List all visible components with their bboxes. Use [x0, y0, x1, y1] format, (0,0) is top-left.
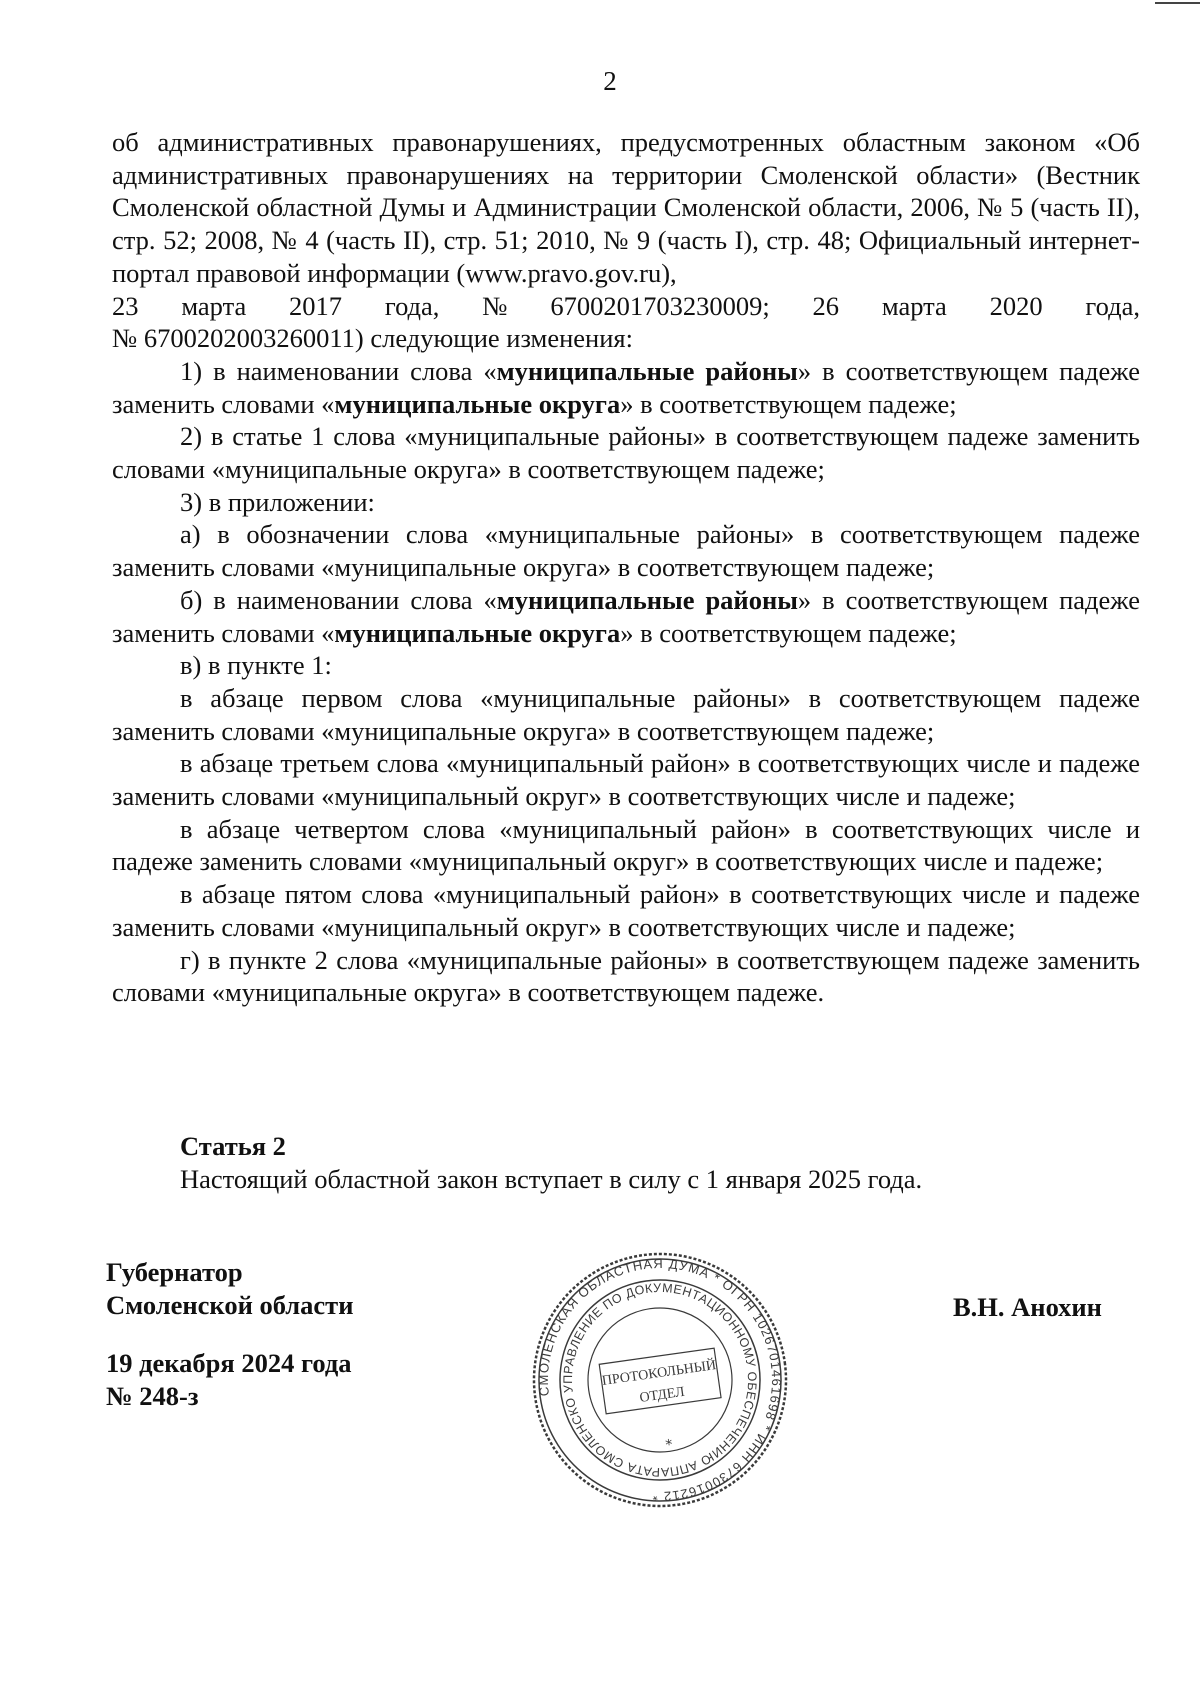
spread-word: 2020 [989, 290, 1043, 321]
intro-paragraph-end: № 6700202003260011) следующие изменения: [112, 323, 633, 354]
item-3: 3) в приложении: [180, 486, 375, 517]
item-3b-text-a: б) в наименовании слова « [180, 584, 497, 615]
spread-word: года, [1085, 290, 1140, 321]
article-2-title: Статья 2 [180, 1131, 286, 1161]
law-date: 19 декабря 2024 года [106, 1348, 352, 1378]
item-1-text-e: » в соответствующем падеже; [620, 388, 957, 419]
top-edge-rule [1155, 2, 1200, 4]
item-3g: г) в пункте 2 слова «муниципальные районы» в соответствующем падеже заменить словами «муниципальные округа» в соответствующем падеже. [112, 944, 1140, 1008]
intro-spread-line [112, 290, 1140, 323]
spread-word: марта [881, 290, 947, 321]
item-3v-paragraph-1: в абзаце первом слова «муниципальные районы» в соответствующем падеже заменить словами «муниципальные округа» в соответствующем падеже; [112, 682, 1140, 746]
item-1-bold-d: муниципальные округа [334, 388, 621, 419]
article-2 [180, 1130, 922, 1195]
law-number: № 248-з [106, 1381, 199, 1411]
seal-graphic [513, 1233, 807, 1527]
spread-word: 6700201703230009; [550, 290, 770, 321]
seal-center-line-1: ПРОТОКОЛЬНЫЙ [601, 1358, 718, 1389]
signatory-position [106, 1256, 353, 1322]
item-3b-text-e: » в соответствующем падеже; [620, 617, 957, 648]
item-1-text-c: » в соответствующем падеже заменить словами « [112, 355, 1141, 419]
seal-outer-text: СМОЛЕНСКАЯ ОБЛАСТНАЯ ДУМА * ОГРН 1026701461698 * ИНН 6730016212 * [535, 1255, 785, 1505]
item-2: 2) в статье 1 слова «муниципальные районы» в соответствующем падеже заменить словами «муниципальные округа» в соответствующем падеже; [112, 421, 1140, 485]
intro-paragraph: об административных правонарушениях, предусмотренных областным законом «Об административных правонарушениях на территории Смоленской области» (Вестник Смоленской областной Думы и Администрации Смоленской области, 2006, № 5 (часть II), стр. 52; 2008, № 4 (часть II), стр. 51; 2010, № 9 (часть I), стр. 48; Официальный интернет-портал правовой информации (www.pravo.gov.ru), [112, 127, 1140, 288]
item-3b-bold-d: муниципальные округа [334, 617, 621, 648]
article-2-text: Настоящий областной закон вступает в силу с 1 января 2025 года. [180, 1163, 923, 1194]
spread-word: марта [181, 290, 247, 321]
item-3a: а) в обозначении слова «муниципальные районы» в соответствующем падеже заменить словами «муниципальные округа» в соответствующем падеже; [112, 519, 1140, 583]
item-1 [112, 355, 1140, 420]
signatory-name: В.Н. Анохин [953, 1292, 1102, 1322]
item-1-bold-a: муниципальные районы [496, 355, 798, 386]
item-3v-paragraph-3: в абзаце третьем слова «муниципальный район» в соответствующих числе и падеже заменить словами «муниципальный округ» в соответствующих числе и падеже; [112, 748, 1140, 812]
page-number: 2 [603, 66, 617, 96]
item-1-text-a: 1) в наименовании слова « [180, 355, 497, 386]
item-3b-text-c: » в соответствующем падеже заменить словами « [112, 584, 1140, 648]
spread-word: года, [384, 290, 440, 321]
position-line-1: Губернатор [106, 1257, 243, 1287]
document-body [112, 126, 1140, 1009]
item-3b-bold-b: муниципальные районы [496, 584, 798, 615]
position-line-2: Смоленской области [106, 1290, 354, 1320]
seal-inner-text: УПРАВЛЕНИЕ ПО ДОКУМЕНТАЦИОННОМУ ОБЕСПЕЧЕНИЮ АППАРАТА СМОЛЕНСКОЙ ОБЛАСТНОЙ ДУМЫ [513, 1257, 760, 1480]
spread-word: № [482, 290, 508, 321]
item-3v-paragraph-5: в абзаце пятом слова «муниципальный район» в соответствующих числе и падеже заменить словами «муниципальный округ» в соответствующих числе и падеже; [112, 879, 1140, 942]
seal-center-line-2: ОТДЕЛ [638, 1384, 686, 1406]
spread-word: 26 [812, 290, 840, 321]
law-date-block [106, 1347, 352, 1413]
spread-word: 23 [112, 290, 139, 321]
official-seal [513, 1233, 807, 1527]
seal-star-icon: * [664, 1436, 674, 1454]
item-3v-paragraph-4: в абзаце четвертом слова «муниципальный район» в соответствующих числе и падеже заменить словами «муниципальный округ» в соответствующих числе и падеже; [112, 813, 1140, 877]
svg-text:УПРАВЛЕНИЕ ПО ДОКУМЕНТАЦИОННОМ [513, 1233, 772, 1497]
item-3v: в) в пункте 1: [180, 650, 332, 681]
spread-word: 2017 [289, 290, 343, 321]
item-3b [112, 584, 1140, 649]
